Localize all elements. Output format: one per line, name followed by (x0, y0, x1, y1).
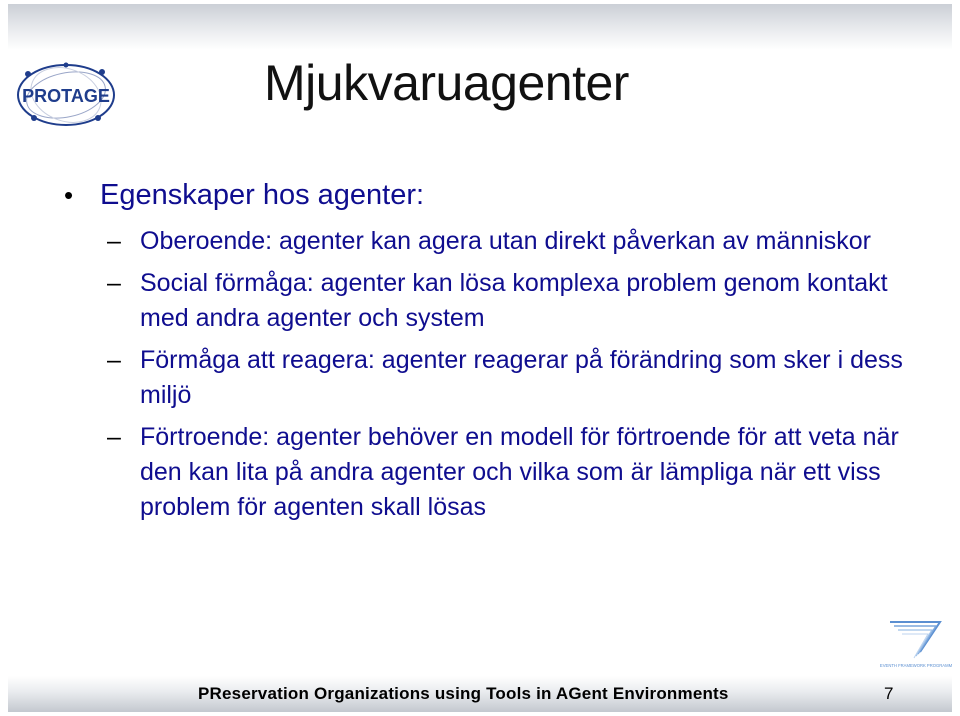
fp7-logo-icon (880, 614, 952, 670)
sub-bullet-text: Förtroende: agenter behöver en modell för förtroende för att veta när den kan lita på andra agenter och vilka som är lämpliga när ett viss problem för agenten skall lösas (140, 423, 899, 521)
dash-icon: – (107, 346, 121, 374)
footer-project-name: PReservation Organizations using Tools in AGent Environments (198, 684, 729, 703)
protage-logo-icon (14, 60, 118, 130)
sub-bullet-reactivity (107, 343, 944, 413)
top-gradient-bar (8, 4, 952, 50)
sub-bullet-social-ability (107, 266, 944, 336)
sub-bullet-independence (107, 224, 944, 259)
slide-title: Mjukvaruagenter (264, 55, 629, 111)
slide-content (64, 176, 944, 532)
main-bullet (64, 176, 944, 214)
fp7-logo-text: SEVENTH FRAMEWORK PROGRAMME (880, 663, 952, 668)
bullet-dot-icon: • (64, 180, 74, 210)
dash-icon: – (107, 269, 121, 297)
sub-bullet-text: Förmåga att reagera: agenter reagerar på förändring som sker i dess miljö (140, 346, 903, 409)
protage-logo-text: PROTAGE (22, 86, 110, 106)
dash-icon: – (107, 227, 121, 255)
main-bullet-text: Egenskaper hos agenter: (100, 179, 425, 211)
page-number: 7 (884, 684, 894, 703)
sub-bullet-text: Oberoende: agenter kan agera utan direkt påverkan av människor (140, 227, 872, 255)
sub-bullet-text: Social förmåga: agenter kan lösa komplexa problem genom kontakt med andra agenter och system (140, 269, 888, 332)
dash-icon: – (107, 423, 121, 451)
sub-bullet-list (107, 224, 944, 525)
sub-bullet-trust (107, 420, 944, 525)
